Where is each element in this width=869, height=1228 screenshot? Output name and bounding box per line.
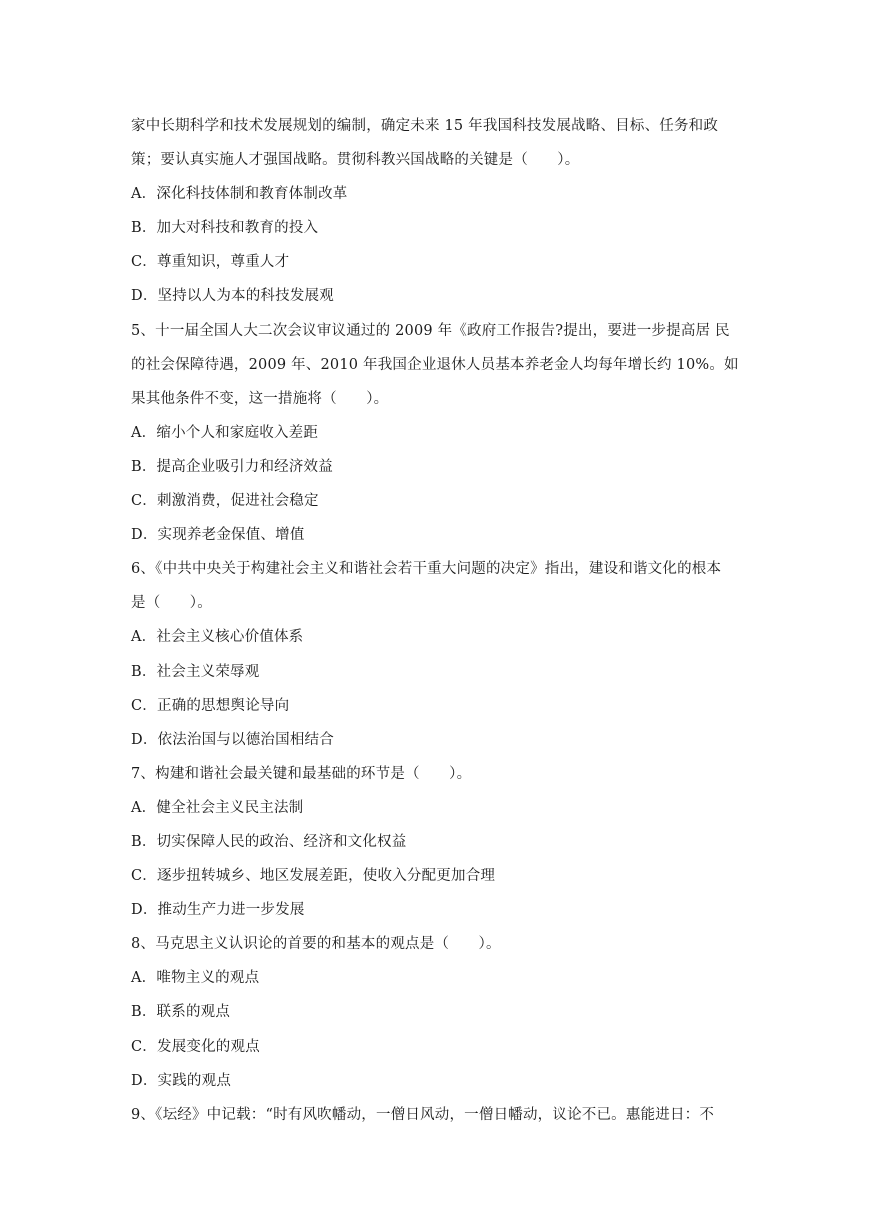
option-line: D．推动生产力进一步发展	[131, 902, 305, 919]
question-line: 8、马克思主义认识论的首要的和基本的观点是（ ）。	[131, 936, 501, 953]
text-line: 家中长期科学和技术发展规划的编制，确定未来 15 年我国科技发展战略、目标、任务和政	[131, 118, 719, 134]
option-line: D．实践的观点	[131, 1072, 232, 1089]
option-line: C．正确的思想舆论导向	[131, 697, 290, 714]
option-line: A．唯物主义的观点	[131, 970, 260, 987]
option-line: D．依法治国与以德治国相结合	[131, 731, 334, 748]
option-line: C．刺激消费，促进社会稳定	[131, 493, 319, 510]
question-line: 9、《坛经》中记载：“时有风吹幡动，一僧日风动，一僧日幡动，议论不已。惠能进日：不	[131, 1106, 715, 1123]
question-line: 的社会保障待遇，2009 年、2010 年我国企业退休人员基本养老金人均每年增长约 10%。如	[131, 356, 739, 373]
document-page	[131, 109, 741, 1132]
question-line: 是（ ）。	[131, 595, 212, 612]
option-line: B．加大对科技和教育的投入	[131, 220, 319, 237]
option-line: A．缩小个人和家庭收入差距	[131, 424, 319, 441]
option-line: B．提高企业吸引力和经济效益	[131, 458, 333, 475]
question-line: 6、《中共中央关于构建社会主义和谐社会若干重大问题的决定》指出，建设和谐文化的根本	[131, 561, 722, 578]
option-line: B．切实保障人民的政治、经济和文化权益	[131, 833, 407, 850]
text-line: 策；要认真实施人才强国战略。贯彻科教兴国战略的关键是（ ）。	[131, 152, 580, 169]
option-line: D．实现养老金保值、增值	[131, 527, 305, 544]
option-line: C．逐步扭转城乡、地区发展差距，使收入分配更加合理	[131, 868, 496, 885]
question-line: 果其他条件不变，这一措施将（ ）。	[131, 390, 389, 407]
option-line: C．尊重知识，尊重人才	[131, 254, 290, 271]
option-line: D．坚持以人为本的科技发展观	[131, 288, 334, 305]
option-line: A．深化科技体制和教育体制改革	[131, 186, 348, 203]
question-line: 7、构建和谐社会最关键和最基础的环节是（ ）。	[131, 765, 472, 782]
option-line: C．发展变化的观点	[131, 1038, 260, 1055]
option-line: A．健全社会主义民主法制	[131, 799, 304, 816]
option-line: B．联系的观点	[131, 1004, 231, 1021]
option-line: A．社会主义核心价值体系	[131, 629, 304, 646]
option-line: B．社会主义荣辱观	[131, 663, 260, 680]
question-line: 5、十一届全国人大二次会议审议通过的 2009 年《政府工作报告?提出，要进一步提高居 民	[131, 322, 730, 339]
